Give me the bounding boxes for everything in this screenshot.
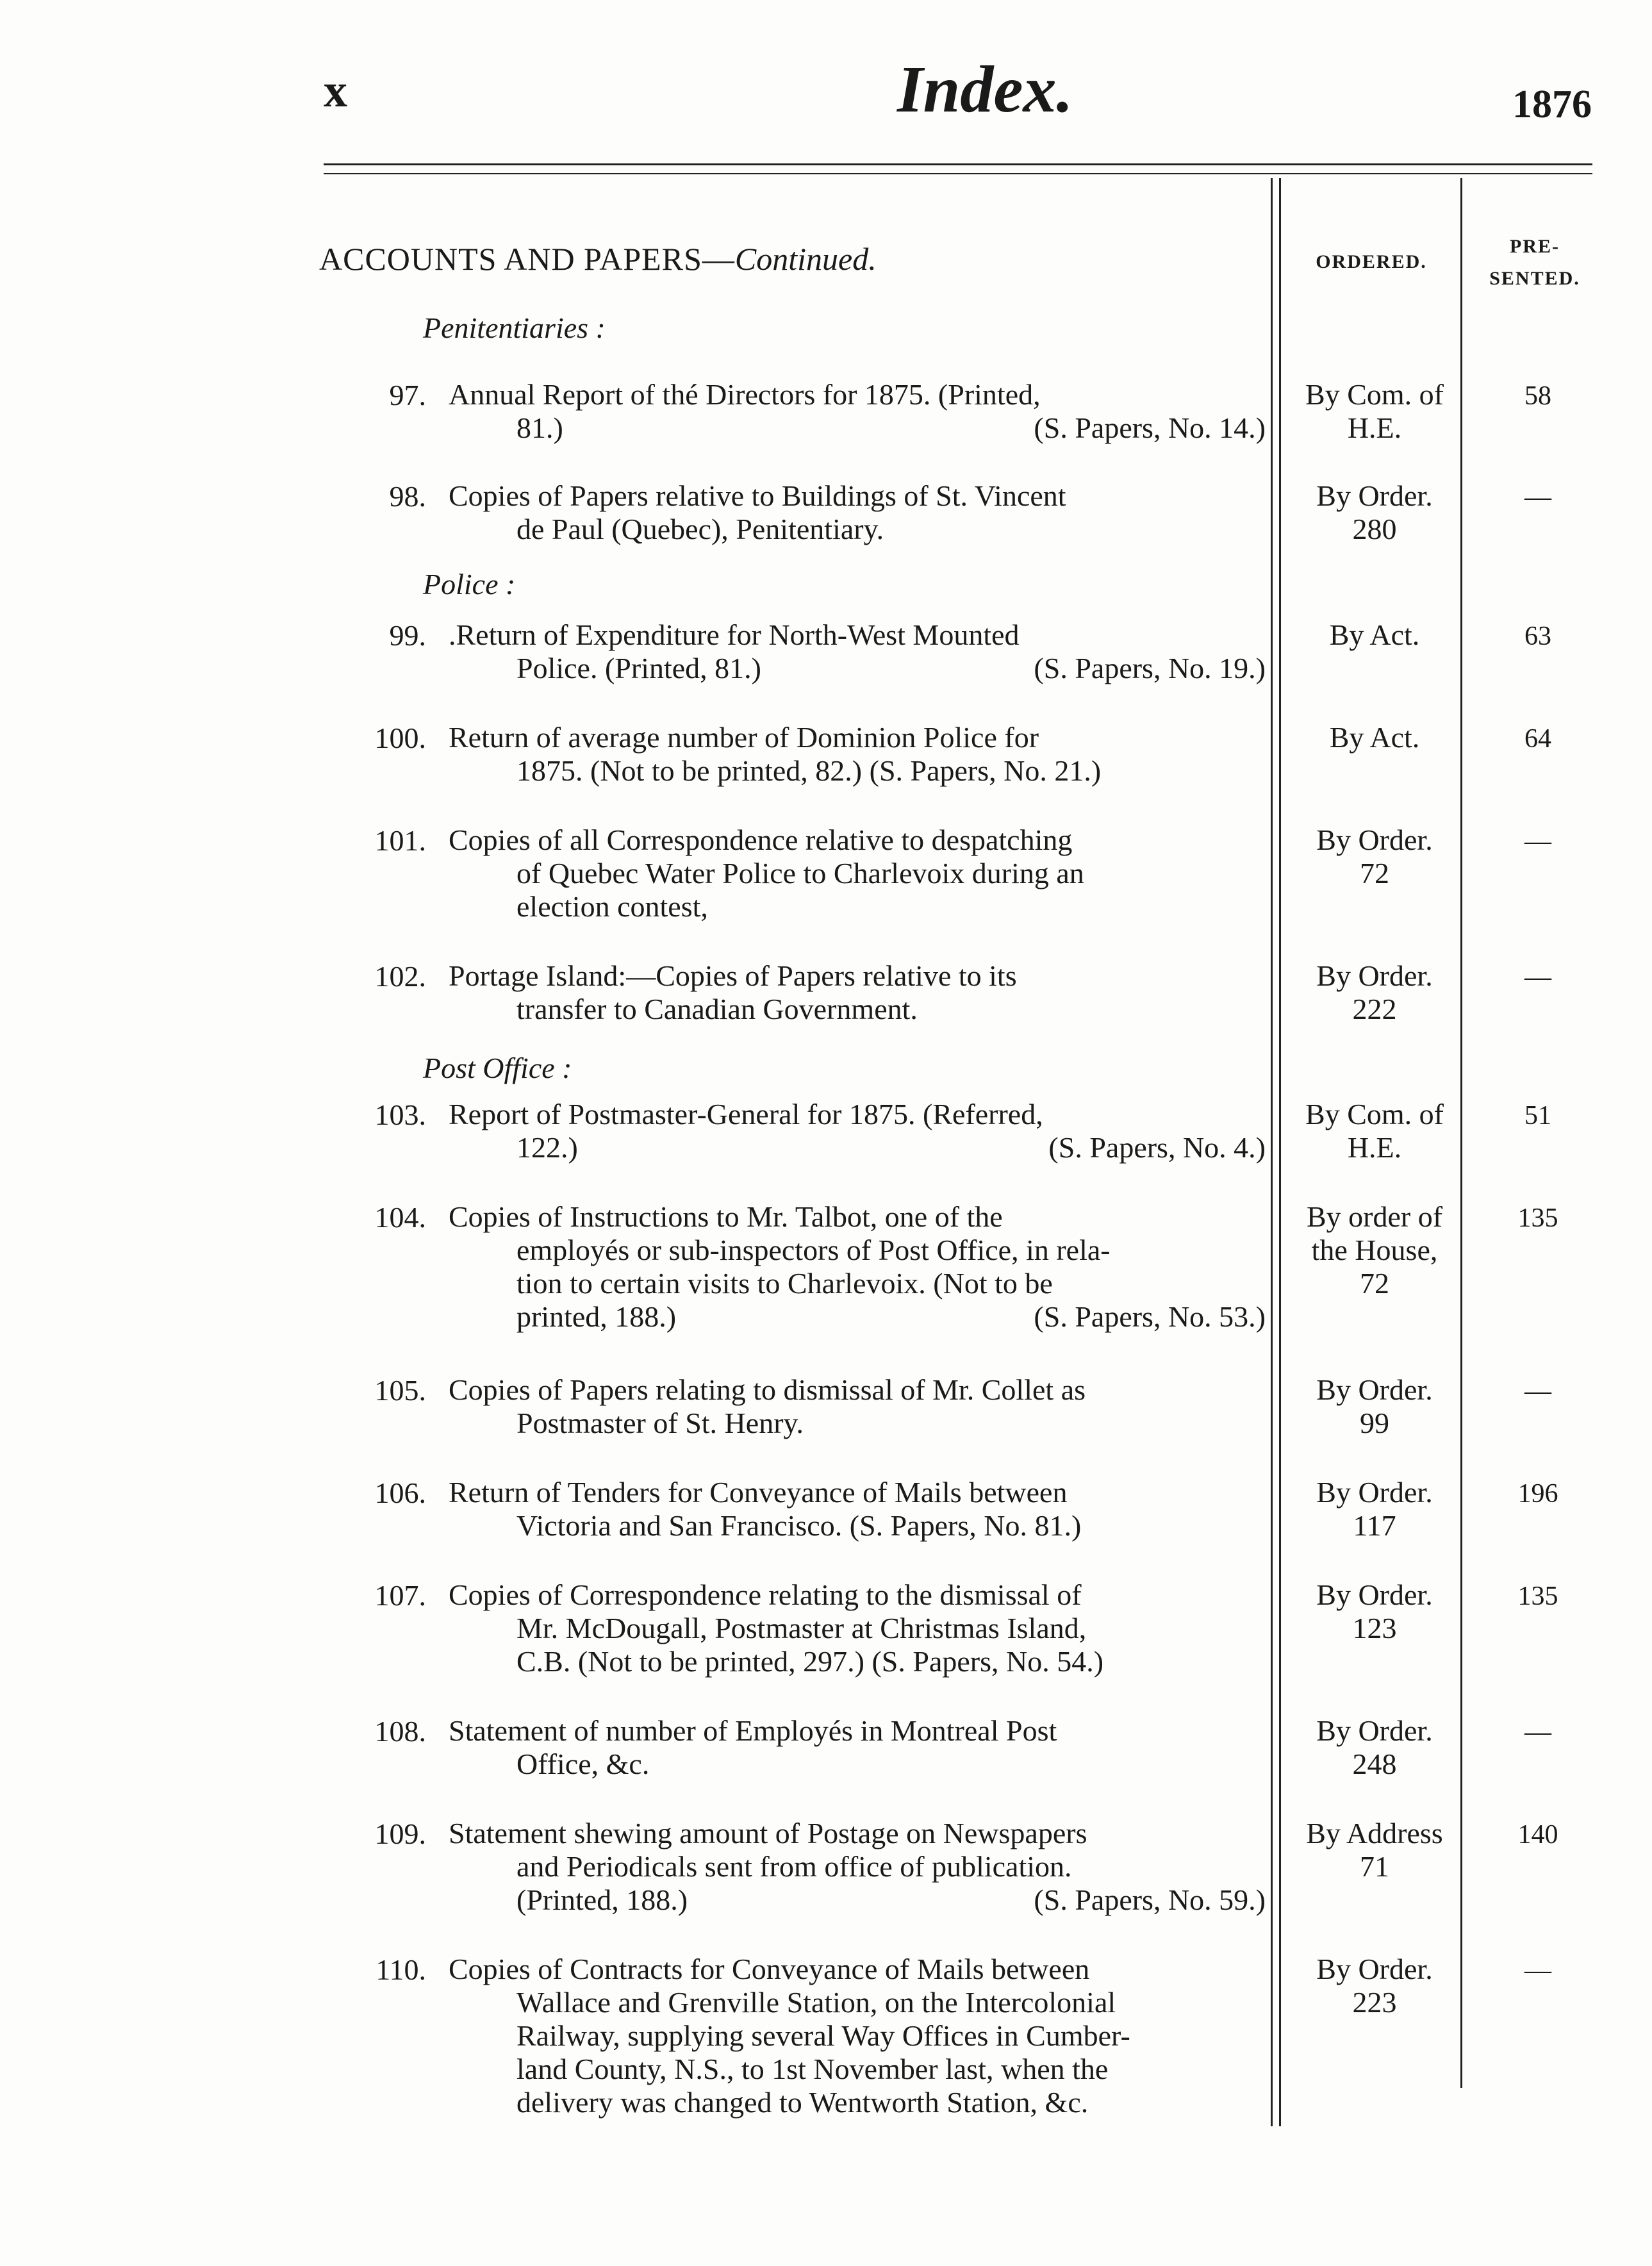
entry-line: printed, 188.) (S. Papers, No. 53.) bbox=[516, 1300, 1266, 1333]
entry-line: de Paul (Quebec), Penitentiary. bbox=[516, 513, 884, 545]
entry-presented: 63 bbox=[1524, 622, 1551, 651]
entry-description bbox=[449, 479, 1266, 546]
entry-description bbox=[449, 1476, 1266, 1542]
section-title: ACCOUNTS AND PAPERS—Continued. bbox=[319, 241, 877, 277]
entry-ordered: By order of the House, 72 bbox=[1306, 1200, 1443, 1300]
entry-number: 109. bbox=[374, 1817, 426, 1850]
entry-description bbox=[449, 1714, 1266, 1781]
entry-presented: — bbox=[1524, 827, 1551, 856]
entry-line: Postmaster of St. Henry. bbox=[516, 1407, 804, 1439]
entry-presented: — bbox=[1524, 483, 1551, 512]
entry-ordered: By Order. 117 bbox=[1316, 1476, 1433, 1542]
entry-line: election contest, bbox=[516, 890, 708, 923]
entry-line: tion to certain visits to Charlevoix. (Not to be bbox=[516, 1267, 1053, 1300]
entry-presented: 135 bbox=[1517, 1582, 1558, 1611]
subhead-post-office: Post Office : bbox=[423, 1052, 572, 1084]
entry-ordered: By Com. of H.E. bbox=[1305, 378, 1444, 444]
entry-number: 108. bbox=[374, 1715, 426, 1748]
entry-line: Statement shewing amount of Postage on Newspapers bbox=[449, 1817, 1087, 1849]
entry-number: 100. bbox=[374, 722, 426, 754]
entry-line: Railway, supplying several Way Offices in Cumber- bbox=[516, 2019, 1130, 2052]
entry-line: Copies of Papers relative to Buildings of St. Vincent bbox=[449, 479, 1066, 512]
entry-number: 99. bbox=[389, 619, 426, 652]
entry-line: land County, N.S., to 1st November last, when the bbox=[516, 2053, 1109, 2085]
entry-line: Police. (Printed, 81.) (S. Papers, No. 19.) bbox=[516, 652, 1266, 684]
entry-description bbox=[449, 1817, 1266, 1917]
entry-line: Office, &c. bbox=[516, 1748, 650, 1780]
entry-description bbox=[449, 721, 1266, 788]
entry-description bbox=[449, 1098, 1266, 1164]
entry-line: Copies of Papers relating to dismissal of Mr. Collet as bbox=[449, 1373, 1086, 1406]
subhead-penitentiaries: Penitentiaries : bbox=[423, 311, 606, 344]
entry-presented: 58 bbox=[1524, 381, 1551, 411]
entry-description bbox=[449, 378, 1266, 445]
entry-line: employés or sub-inspectors of Post Office, in rela- bbox=[516, 1234, 1111, 1266]
entry-number: 97. bbox=[389, 379, 426, 411]
entry-number: 103. bbox=[374, 1098, 426, 1131]
entry-presented: 64 bbox=[1524, 724, 1551, 754]
entry-line: Victoria and San Francisco. (S. Papers, No. 81.) bbox=[516, 1509, 1082, 1542]
entry-presented: — bbox=[1524, 963, 1551, 992]
entry-line: Portage Island:—Copies of Papers relative to its bbox=[449, 959, 1017, 992]
entry-ordered: By Order. 222 bbox=[1316, 959, 1433, 1025]
entry-line: Mr. McDougall, Postmaster at Christmas Island, bbox=[516, 1612, 1087, 1644]
entry-line: Statement of number of Employés in Montreal Post bbox=[449, 1714, 1057, 1747]
entry-description bbox=[449, 823, 1266, 923]
entry-description bbox=[449, 1200, 1266, 1334]
entry-number: 102. bbox=[374, 960, 426, 993]
entry-line: 1875. (Not to be printed, 82.) (S. Papers, No. 21.) bbox=[516, 754, 1102, 787]
entry-line: Copies of Instructions to Mr. Talbot, one of the bbox=[449, 1200, 1003, 1233]
entry-line: Copies of Contracts for Conveyance of Mails between bbox=[449, 1953, 1090, 1985]
entry-presented: 196 bbox=[1517, 1479, 1558, 1509]
entry-line: transfer to Canadian Government. bbox=[516, 993, 918, 1025]
entry-line: (Printed, 188.) (S. Papers, No. 59.) bbox=[516, 1883, 1266, 1916]
entry-presented: — bbox=[1524, 1956, 1551, 1985]
entry-line: delivery was changed to Wentworth Station, &c. bbox=[516, 2086, 1089, 2119]
entry-ordered: By Order. 248 bbox=[1316, 1714, 1433, 1780]
entry-description bbox=[449, 1953, 1266, 2119]
entry-ordered: By Com. of H.E. bbox=[1305, 1098, 1444, 1164]
entry-number: 98. bbox=[389, 480, 426, 513]
entry-number: 106. bbox=[374, 1476, 426, 1509]
entry-line: C.B. (Not to be printed, 297.) (S. Papers, No. 54.) bbox=[516, 1645, 1104, 1678]
entry-presented: — bbox=[1524, 1717, 1551, 1747]
entry-ordered: By Order. 72 bbox=[1316, 823, 1433, 889]
entry-ordered: By Order. 99 bbox=[1316, 1373, 1433, 1439]
entry-line: of Quebec Water Police to Charlevoix during an bbox=[516, 857, 1084, 889]
entry-line: Wallace and Grenville Station, on the Intercolonial bbox=[516, 1986, 1116, 2019]
entry-ordered: By Order. 223 bbox=[1316, 1953, 1433, 2019]
entry-number: 101. bbox=[374, 824, 426, 857]
entry-ordered: By Act. bbox=[1329, 721, 1420, 754]
entry-ordered: By Address 71 bbox=[1306, 1817, 1443, 1883]
subhead-police: Police : bbox=[423, 568, 516, 600]
entry-line: and Periodicals sent from office of publication. bbox=[516, 1850, 1072, 1883]
page-year: 1876 bbox=[1512, 83, 1592, 126]
entry-line: Annual Report of thé Directors for 1875. (Printed, bbox=[449, 378, 1041, 411]
column-heading-presented: PRE- SENTED. bbox=[1489, 236, 1580, 289]
entry-description bbox=[449, 1373, 1266, 1440]
header-rule-bottom bbox=[324, 173, 1592, 174]
page-roman-numeral: x bbox=[324, 65, 347, 117]
entry-line: 81.) (S. Papers, No. 14.) bbox=[516, 411, 1266, 444]
entry-line: Report of Postmaster-General for 1875. (Referred, bbox=[449, 1098, 1043, 1130]
entry-number: 110. bbox=[376, 1953, 426, 1986]
entry-presented: 135 bbox=[1517, 1203, 1558, 1233]
entry-line: Return of Tenders for Conveyance of Mails between bbox=[449, 1476, 1068, 1509]
entry-ordered: By Act. bbox=[1329, 618, 1420, 651]
entry-presented: — bbox=[1524, 1377, 1551, 1406]
entry-line: Copies of Correspondence relating to the dismissal of bbox=[449, 1578, 1082, 1611]
entry-ordered: By Order. 123 bbox=[1316, 1578, 1433, 1644]
header-rule-top bbox=[324, 163, 1592, 165]
entry-number: 104. bbox=[374, 1201, 426, 1234]
entry-number: 105. bbox=[374, 1374, 426, 1407]
entry-description bbox=[449, 618, 1266, 685]
entry-line: Copies of all Correspondence relative to despatching bbox=[449, 823, 1073, 856]
entry-number: 107. bbox=[374, 1579, 426, 1612]
entry-line: Return of average number of Dominion Police for bbox=[449, 721, 1039, 754]
entry-ordered: By Order. 280 bbox=[1316, 479, 1433, 545]
page-title: Index. bbox=[897, 53, 1073, 126]
entry-description bbox=[449, 1578, 1266, 1678]
entry-line: .Return of Expenditure for North-West Mounted bbox=[449, 618, 1020, 651]
entry-line: 122.) (S. Papers, No. 4.) bbox=[516, 1131, 1266, 1164]
column-heading-ordered: ORDERED. bbox=[1316, 251, 1427, 272]
column-rule-1 bbox=[1271, 178, 1273, 2126]
entry-presented: 140 bbox=[1517, 1820, 1558, 1849]
entry-presented: 51 bbox=[1524, 1101, 1551, 1130]
entry-description bbox=[449, 959, 1266, 1026]
